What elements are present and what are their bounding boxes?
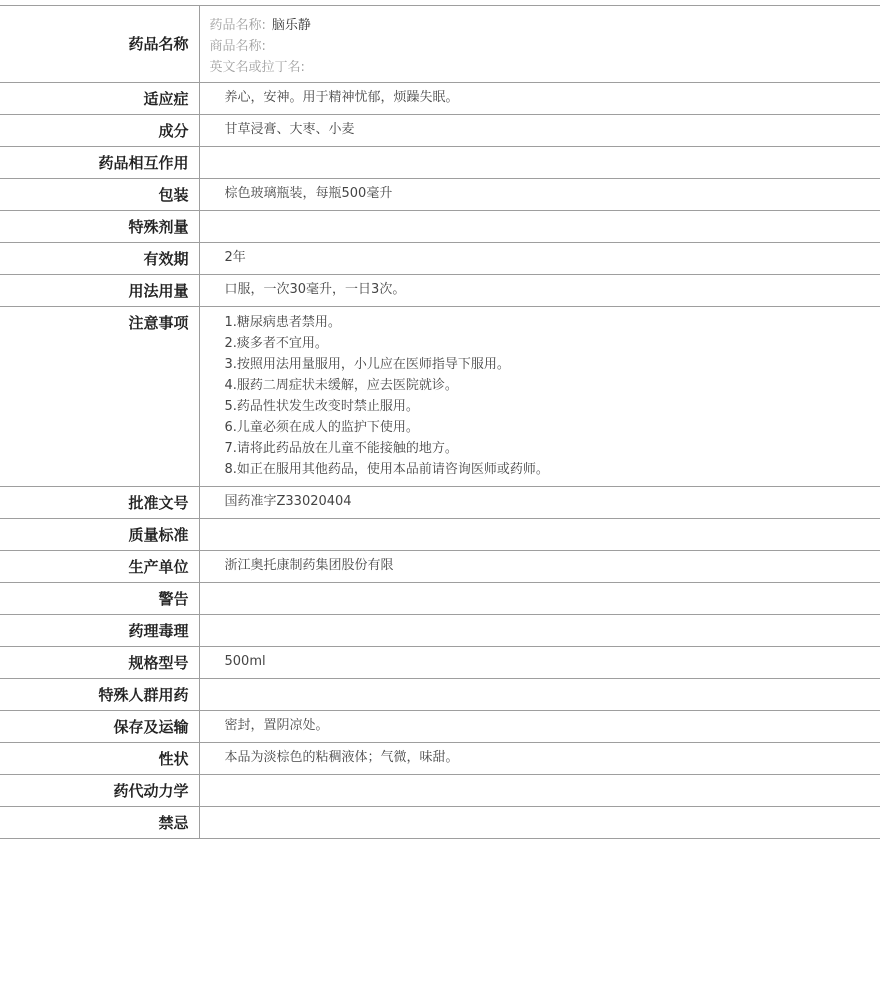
label-approval: 批准文号 <box>0 487 199 519</box>
note-item: 3.按照用法用量服用，小儿应在医师指导下服用。 <box>224 357 510 372</box>
label-indication: 适应症 <box>0 83 199 115</box>
note-item: 8.如正在服用其他药品，使用本品前请咨询医师或药师。 <box>224 462 549 477</box>
value-drug-name <box>199 6 880 83</box>
label-pharmacokinetics: 药代动力学 <box>0 775 199 807</box>
row-drug-name <box>0 6 880 83</box>
note-item: 4.服药二周症状未缓解，应去医院就诊。 <box>224 378 458 393</box>
label-drug-name: 药品名称 <box>0 6 199 83</box>
row-package <box>0 179 880 211</box>
row-approval <box>0 487 880 519</box>
label-notes: 注意事项 <box>0 307 199 487</box>
value-indication: 养心，安神。用于精神忧郁，烦躁失眠。 <box>199 83 880 115</box>
value-appearance: 本品为淡棕色的粘稠液体；气微，味甜。 <box>199 743 880 775</box>
value-approval: 国药准字Z33020404 <box>199 487 880 519</box>
row-ingredients <box>0 115 880 147</box>
label-package: 包装 <box>0 179 199 211</box>
row-special-dosage <box>0 211 880 243</box>
value-usage: 口服，一次30毫升，一日3次。 <box>199 275 880 307</box>
note-item: 6.儿童必须在成人的监护下使用。 <box>224 420 419 435</box>
row-pharmacology <box>0 615 880 647</box>
value-special-groups <box>199 679 880 711</box>
trade-name-key: 商品名称: <box>209 39 266 54</box>
generic-name-key: 药品名称: <box>209 18 266 33</box>
value-contraindications <box>199 807 880 839</box>
note-item: 2.痰多者不宜用。 <box>224 336 328 351</box>
label-manufacturer: 生产单位 <box>0 551 199 583</box>
label-storage: 保存及运输 <box>0 711 199 743</box>
drug-info-table <box>0 5 880 839</box>
value-expiry: 2年 <box>199 243 880 275</box>
value-pharmacokinetics <box>199 775 880 807</box>
label-warning: 警告 <box>0 583 199 615</box>
row-storage <box>0 711 880 743</box>
row-appearance <box>0 743 880 775</box>
value-pharmacology <box>199 615 880 647</box>
row-notes <box>0 307 880 487</box>
label-appearance: 性状 <box>0 743 199 775</box>
value-spec: 500ml <box>199 647 880 679</box>
label-quality: 质量标准 <box>0 519 199 551</box>
value-notes <box>199 307 880 487</box>
value-package: 棕色玻璃瓶装，每瓶500毫升 <box>199 179 880 211</box>
value-special-dosage <box>199 211 880 243</box>
value-storage: 密封，置阴凉处。 <box>199 711 880 743</box>
label-usage: 用法用量 <box>0 275 199 307</box>
label-spec: 规格型号 <box>0 647 199 679</box>
row-expiry <box>0 243 880 275</box>
note-item: 1.糖尿病患者禁用。 <box>224 315 341 330</box>
note-item: 5.药品性状发生改变时禁止服用。 <box>224 399 419 414</box>
value-quality <box>199 519 880 551</box>
row-special-groups <box>0 679 880 711</box>
generic-name-line <box>210 15 880 36</box>
label-special-groups: 特殊人群用药 <box>0 679 199 711</box>
row-usage <box>0 275 880 307</box>
trade-name-line <box>210 36 880 57</box>
row-manufacturer <box>0 551 880 583</box>
english-name-line <box>210 57 880 78</box>
label-pharmacology: 药理毒理 <box>0 615 199 647</box>
label-special-dosage: 特殊剂量 <box>0 211 199 243</box>
row-interactions <box>0 147 880 179</box>
value-manufacturer: 浙江奥托康制药集团股份有限 <box>199 551 880 583</box>
value-warning <box>199 583 880 615</box>
row-spec <box>0 647 880 679</box>
value-interactions <box>199 147 880 179</box>
label-expiry: 有效期 <box>0 243 199 275</box>
label-ingredients: 成分 <box>0 115 199 147</box>
value-ingredients: 甘草浸膏、大枣、小麦 <box>199 115 880 147</box>
label-contraindications: 禁忌 <box>0 807 199 839</box>
label-interactions: 药品相互作用 <box>0 147 199 179</box>
row-indication <box>0 83 880 115</box>
row-warning <box>0 583 880 615</box>
english-name-key: 英文名或拉丁名: <box>209 60 305 75</box>
english-name-value <box>305 60 311 75</box>
trade-name-value <box>266 39 272 54</box>
generic-name-value: 脑乐静 <box>271 18 311 33</box>
row-pharmacokinetics <box>0 775 880 807</box>
row-quality <box>0 519 880 551</box>
row-contraindications <box>0 807 880 839</box>
note-item: 7.请将此药品放在儿童不能接触的地方。 <box>224 441 458 456</box>
